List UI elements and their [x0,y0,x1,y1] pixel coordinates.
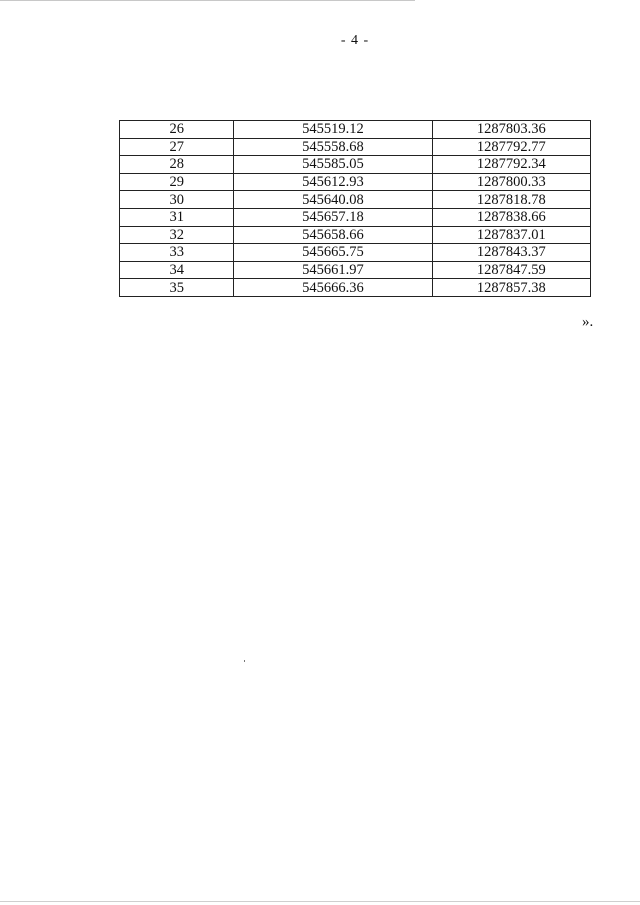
point-number-cell: 26 [120,121,234,139]
x-coordinate-cell: 545612.93 [234,173,432,191]
scan-speck [244,660,245,662]
table-row [120,121,591,139]
y-coordinate-cell: 1287800.33 [432,173,590,191]
y-coordinate-cell: 1287792.77 [432,138,590,156]
table-row [120,244,591,262]
x-coordinate-cell: 545665.75 [234,244,432,262]
table-row [120,138,591,156]
table-row [120,208,591,226]
point-number-cell: 30 [120,191,234,209]
table-row [120,226,591,244]
y-coordinate-cell: 1287847.59 [432,261,590,279]
point-number-cell: 33 [120,244,234,262]
x-coordinate-cell: 545519.12 [234,121,432,139]
closing-quote-mark: ». [582,314,594,330]
y-coordinate-cell: 1287792.34 [432,156,590,174]
point-number-cell: 31 [120,208,234,226]
point-number-cell: 35 [120,279,234,297]
coordinates-table [119,120,591,297]
point-number-cell: 32 [120,226,234,244]
table-row [120,173,591,191]
x-coordinate-cell: 545558.68 [234,138,432,156]
y-coordinate-cell: 1287803.36 [432,121,590,139]
point-number-cell: 27 [120,138,234,156]
x-coordinate-cell: 545585.05 [234,156,432,174]
y-coordinate-cell: 1287843.37 [432,244,590,262]
y-coordinate-cell: 1287818.78 [432,191,590,209]
point-number-cell: 34 [120,261,234,279]
x-coordinate-cell: 545657.18 [234,208,432,226]
x-coordinate-cell: 545666.36 [234,279,432,297]
table-row [120,279,591,297]
page-number: - 4 - [340,33,370,48]
scan-edge-bottom [0,901,640,902]
y-coordinate-cell: 1287838.66 [432,208,590,226]
coordinates-table-body [120,121,591,297]
table-row [120,191,591,209]
scan-edge-top [0,0,415,1]
x-coordinate-cell: 545640.08 [234,191,432,209]
point-number-cell: 28 [120,156,234,174]
x-coordinate-cell: 545658.66 [234,226,432,244]
y-coordinate-cell: 1287837.01 [432,226,590,244]
y-coordinate-cell: 1287857.38 [432,279,590,297]
x-coordinate-cell: 545661.97 [234,261,432,279]
table-row [120,261,591,279]
point-number-cell: 29 [120,173,234,191]
table-row [120,156,591,174]
